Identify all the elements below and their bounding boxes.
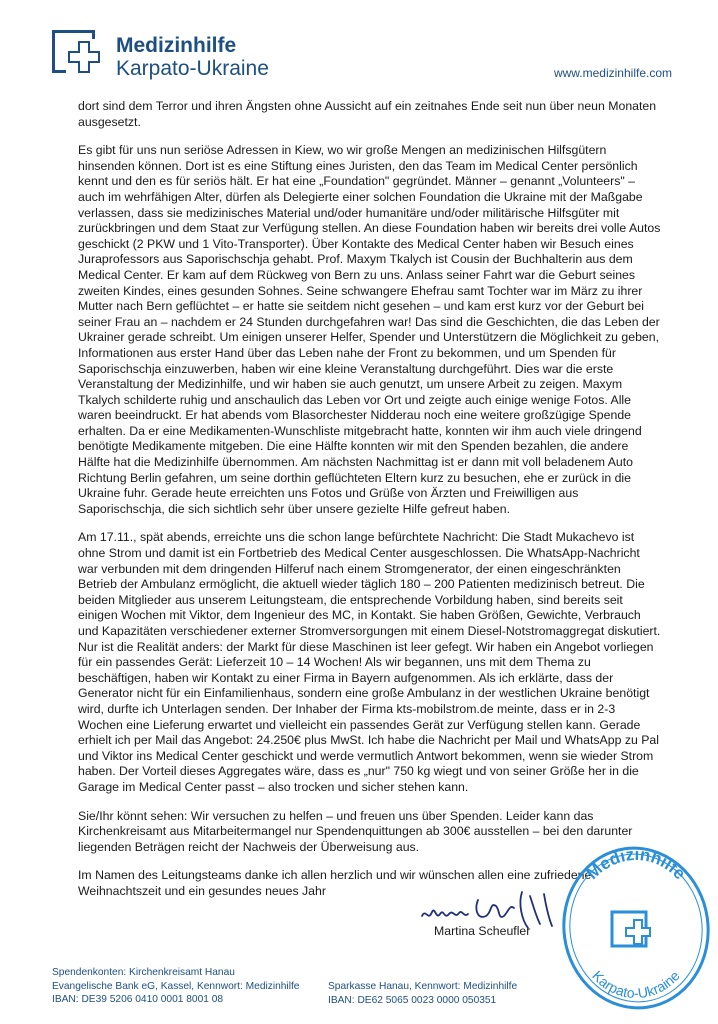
- paragraph: Am 17.11., spät abends, erreichte uns die schon lange befürchtete Nachricht: Die Stadt Mukachevo ist ohne Strom und damit ist ein Fortbetrieb des Medical Center ausgeschlossen. Die WhatsApp-Nachricht war verbunden mit dem dringenden Hilferuf nach einem Stromgenerator, der einen eingeschränkten Betrieb der Ambulanz ermöglicht, die aktuell wieder täglich 180 – 200 Patienten medizinisch betreut. Die beiden Mitglieder aus unserem Leitungsteam, die entsprechende Vorbildung haben, sind bereits seit einigen Wochen mit Viktor, dem Ingenieur des MC, in Kontakt. Sie haben Größen, Gewichte, Verbrauch und Kapazitäten verschiedener externer Stromversorgungen mit einem Diesel-Notstromaggregat diskutiert. Nur ist die Realität anders: der Markt für diese Maschinen ist leer gefegt. Wir haben ein Angebot vorliegen für ein passendes Gerät: Lieferzeit 10 – 14 Wochen! Als wir begannen, uns mit dem Thema zu beschäftigen, haben wir Kontakt zu einer Firma in Bayern aufgenommen. Als ich erklärte, dass der Generator nicht für ein Einfamilienhaus, sondern eine große Ambulanz in der westlichen Ukraine benötigt wird, durfte ich Unterlagen senden. Der Inhaber der Firma kts-mobilstrom.de meinte, dass er in 2-3 Wochen eine Lieferung erwartet und vielleicht ein passendes Gerät zur Verfügung stellen kann. Gerade erhielt ich per Mail das Angebot: 24.250€ plus MwSt. Ich habe die Nachricht per Mail und WhatsApp zu Pal und Viktor ins Medical Center geschickt und werde vermutlich Antwort bekommen, wenn sie wieder Strom haben. Der Vorteil dieses Aggregates wäre, dass es „nur" 750 kg wiegt und von seiner Größe her in die Garage im Medical Center passt – also trocken und sicher stehen kann.: [78, 530, 661, 794]
- signature-name: Martina Scheufler: [434, 924, 531, 938]
- footer-line: IBAN: DE62 5065 0023 0000 050351: [328, 994, 497, 1006]
- brand-name: [116, 34, 269, 80]
- brand-line-1: Medizinhilfe: [116, 34, 237, 57]
- paragraph: Sie/Ihr könnt sehen: Wir versuchen zu helfen – und freuen uns über Spenden. Leider kann das Kirchenkreisamt aus Mitarbeitermangel nur Spendenquittungen ab 300€ ausstellen – bei den darunter liegenden Beträgen reicht der Nachweis der Überweisung aus.: [78, 808, 633, 854]
- organization-stamp-icon: [556, 832, 712, 1014]
- paragraph: dort sind dem Terror und ihren Ängsten ohne Aussicht auf ein zeitnahes Ende seit nun über neun Monaten ausgesetzt.: [78, 99, 657, 129]
- footer-line: Spendenkonten: Kirchenkreisamt Hanau: [52, 967, 235, 978]
- paragraph: Im Namen des Leitungsteams danke ich allen herzlich und wir wünschen allen eine zufriedene Weihnachtszeit und ein gesundes neues Jahr: [78, 868, 592, 898]
- medizinhilfe-logo-icon: [52, 30, 106, 80]
- footer-line: Evangelische Bank eG, Kassel, Kennwort: Medizinhilfe: [52, 980, 300, 992]
- brand-line-2: Karpato-Ukraine: [116, 57, 269, 80]
- paragraph: Es gibt für uns nun seriöse Adressen in Kiew, wo wir große Mengen an medizinischen Hilfsgütern hinsenden können. Dort ist es eine Stiftung eines Juristen, den das Team im Medical Center persönlich kennt und den es für seriös hält. Er hat eine „Foundation" gegründet. Männer – genannt „Volunteers" – auch im wehrfähigen Alter, dürfen als Delegierte einer solchen Foundation die Ukraine mit der Maßgabe verlassen, dass sie medizinisches Material und/oder humanitäre und/oder militärische Hilfsgüter mit zurückbringen und dem Staat zur Verfügung stellen. An diese Foundation haben wir bereits drei volle Autos geschickt (2 PKW und 1 Vito-Transporter). Über Kontakte des Medical Center haben wir Besuch eines Juraprofessors aus Saporischschja gehabt. Prof. Maxym Tkalych ist Cousin der Buchhalterin aus dem Medical Center. Er kam auf dem Rückweg von Bern zu uns. Anlass seiner Fahrt war die Geburt seines zweiten Kindes, eines gesunden Sohnes. Seine schwangere Ehefrau samt Tochter war im März zu ihrer Mutter nach Bern geflüchtet – er hatte sie seitdem nicht gesehen – und kam erst kurz vor der Geburt bei seiner Frau an – nachdem er 24 Stunden durchgefahren war! Das sind die Geschichten, die das Leben der Ukrainer gerade schreibt. Um einigen unserer Helfer, Spender und Unterstützern die Möglichkeit zu geben, Informationen aus erster Hand über das Leben nahe der Front zu bekommen, und um Spenden für Saporischschja einzuwerben, haben wir eine kleine Veranstaltung durchgeführt. Dies war die erste Veranstaltung der Medizinhilfe, und wir haben sie auch genutzt, um unsere Arbeit zu zeigen. Maxym Tkalych schilderte ruhig und anschaulich das Leben vor Ort und zeigte auch einige wenige Fotos. Alle waren beeindruckt. Er hat abends vom Blasorchester Nidderau noch eine weitere großzügige Spende erhalten. Da er eine Medikamenten-Wunschliste mitgebracht hatte, konnten wir ihm auch viele dringend benötigte Medikamente mitgeben. Die eine Hälfte konnten wir mit den Spenden bezahlen, die andere Hälfte hat die Medizinhilfe übernommen. Am nächsten Nachmittag ist er dann mit voll beladenem Auto Richtung Berlin gefahren, um seine dorthin geflüchteten Eltern kurz zu besuchen, ehe er zurück in die Ukraine fuhr. Gerade heute erreichten uns Fotos und Grüße von Ärzten und Freiwilligen aus Saporischschja, die sich sichtlich sehr über unsere gezielte Hilfe gefreut haben.: [78, 143, 661, 516]
- footer-line: IBAN: DE39 5206 0410 0001 8001 08: [52, 994, 224, 1005]
- footer-sparkasse: [328, 980, 517, 1007]
- svg-text:Medizinhilfe: Medizinhilfe: [582, 844, 690, 884]
- footer-bank-accounts: [52, 966, 299, 1007]
- letter-body: [78, 99, 662, 913]
- website-url[interactable]: www.medizinhilfe.com: [553, 66, 672, 80]
- footer-line: Sparkasse Hanau, Kennwort: Medizinhilfe: [328, 981, 518, 992]
- svg-text:Karpato-Ukraine: Karpato-Ukraine: [589, 967, 683, 1002]
